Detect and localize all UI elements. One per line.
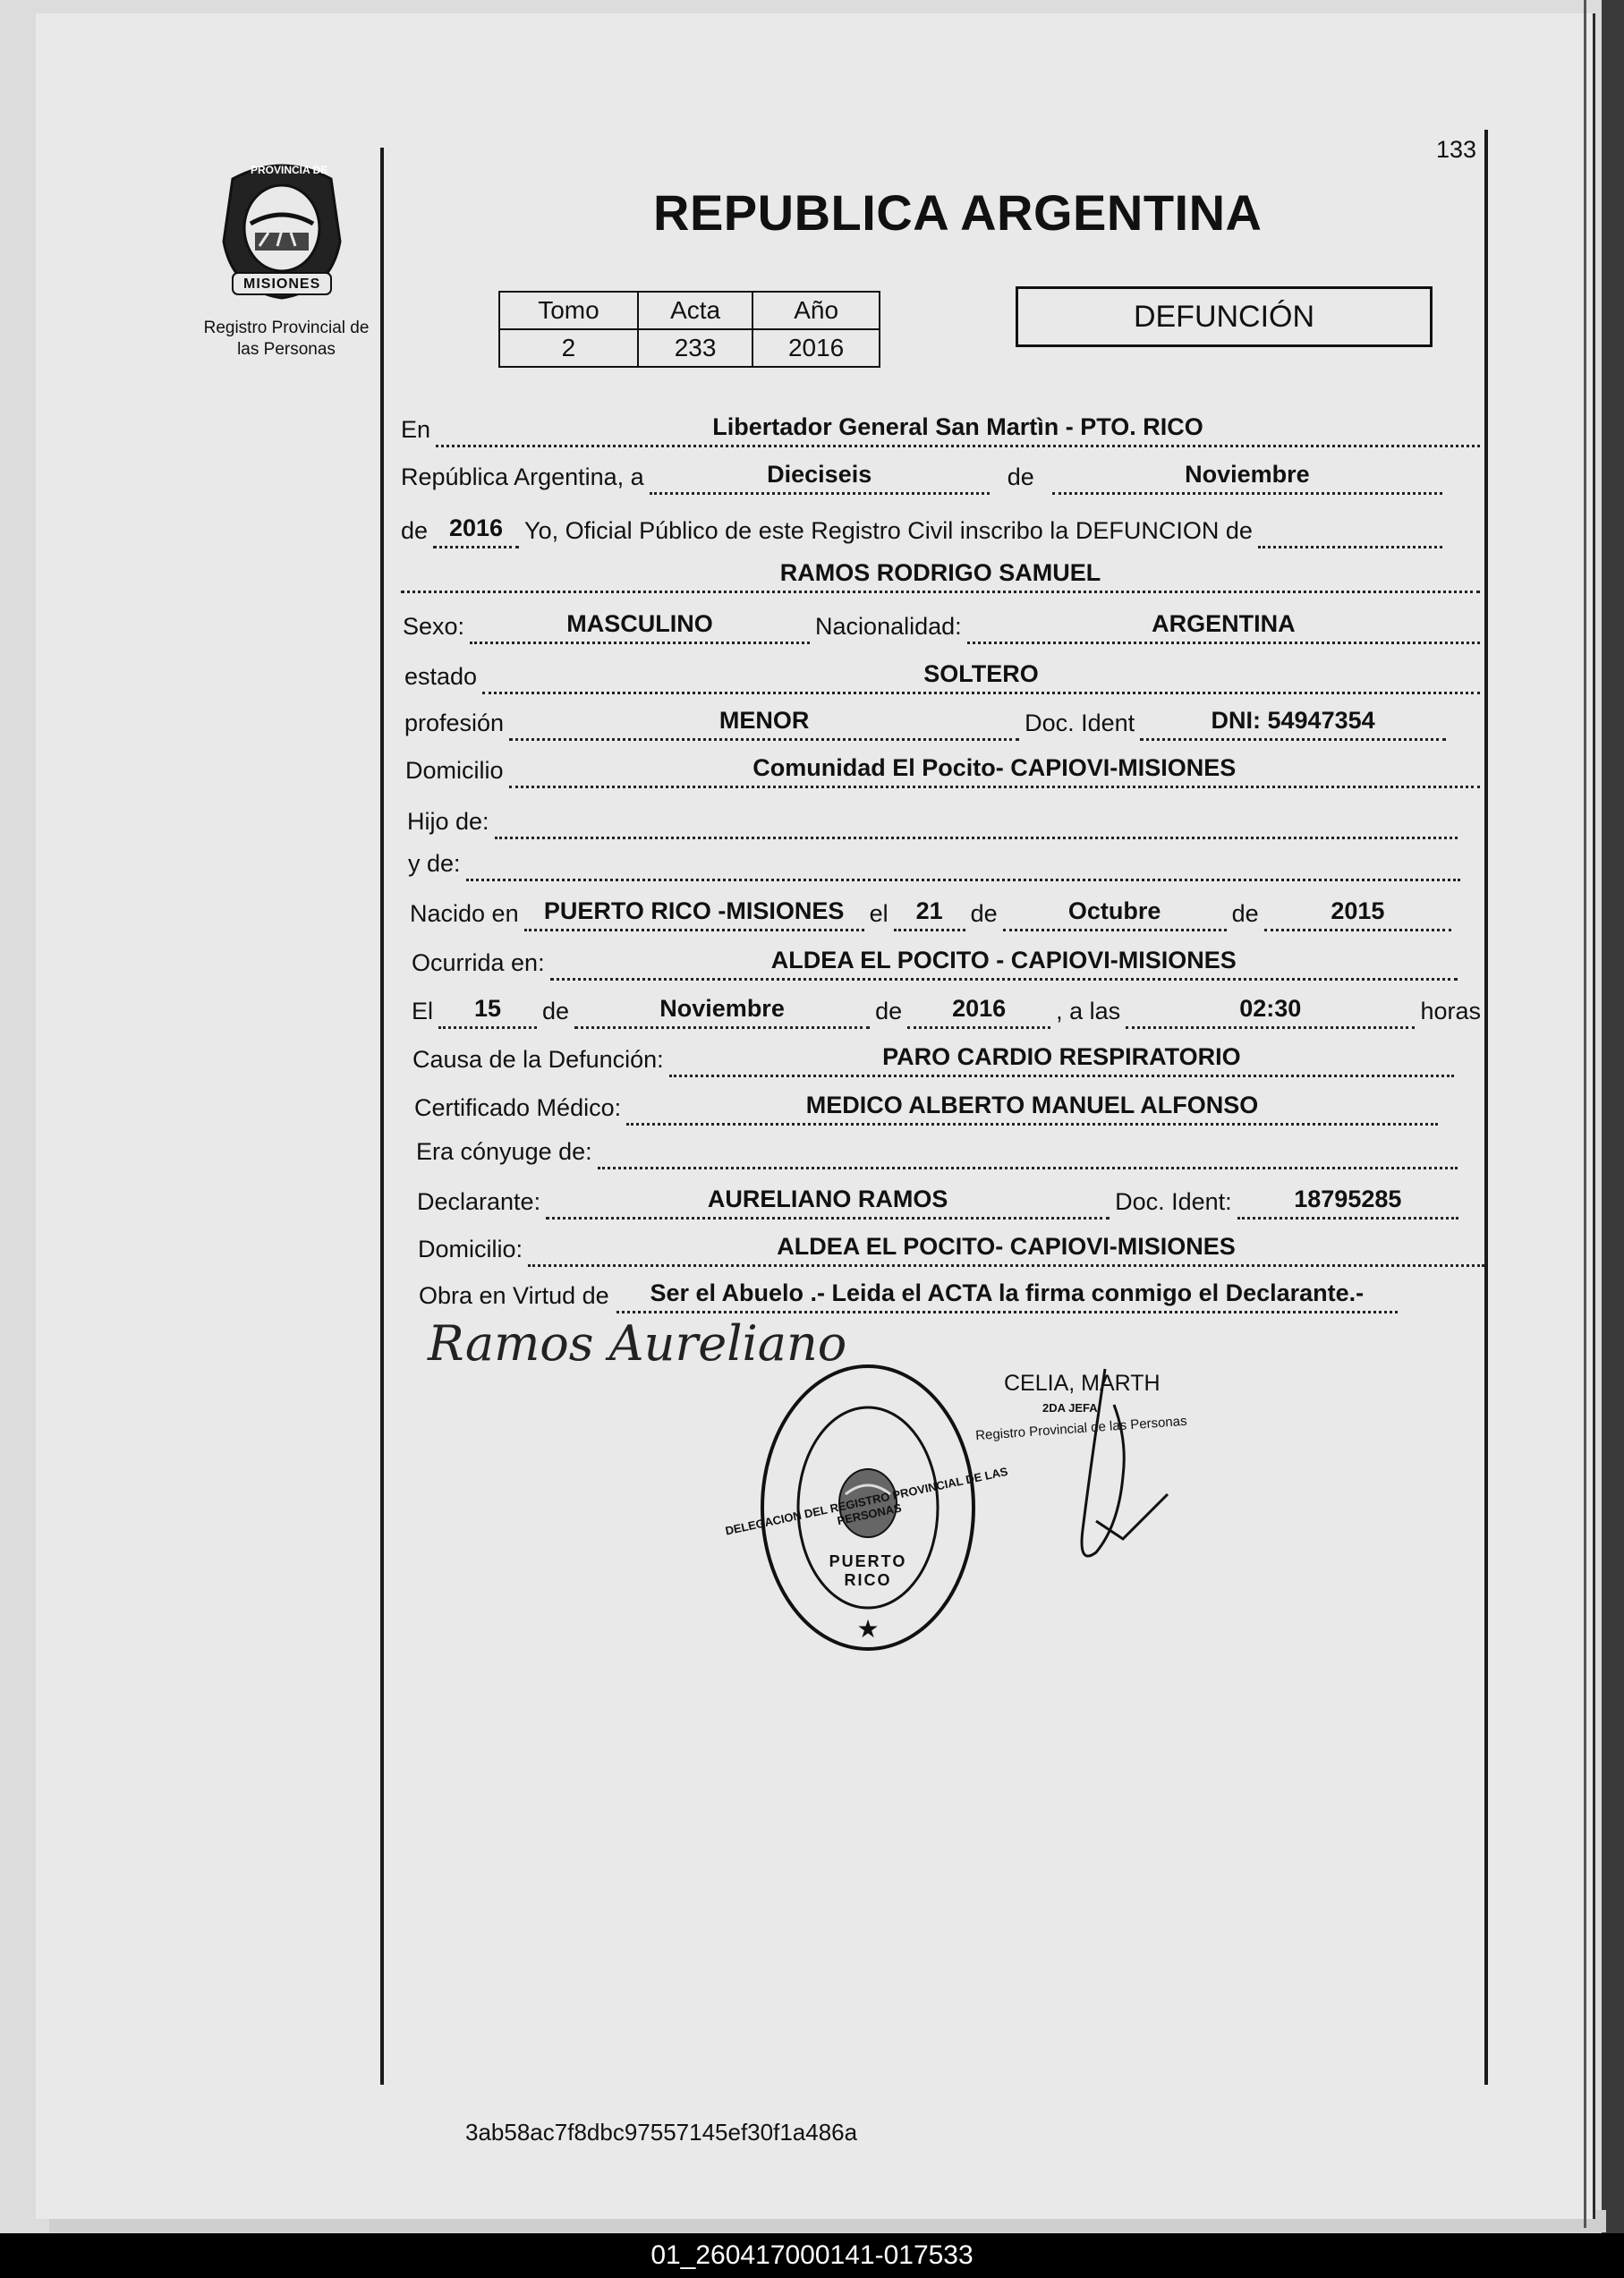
- field-profesion: MENOR: [509, 707, 1019, 741]
- label-en: En: [401, 416, 431, 443]
- field-year: 2016: [433, 514, 519, 548]
- form-row-name: [401, 559, 1485, 593]
- field-place: Libertador General San Martìn - PTO. RICO: [436, 413, 1480, 447]
- field-birth-day: 21: [894, 897, 965, 931]
- record-table-header: Tomo: [499, 292, 638, 329]
- field-yde: [466, 851, 1460, 881]
- label-sexo: Sexo:: [403, 613, 465, 640]
- field-birth-year: 2015: [1264, 897, 1451, 931]
- field-death-year: 2016: [907, 995, 1050, 1029]
- document-title: REPUBLICA ARGENTINA: [653, 184, 1263, 241]
- field-sexo: MASCULINO: [470, 610, 810, 644]
- form-row-certificado: [414, 1092, 1443, 1126]
- document-hash: 3ab58ac7f8dbc97557145ef30f1a486a: [465, 2119, 858, 2146]
- field-conyuge: [598, 1139, 1458, 1169]
- declarant-signature: Ramos Aureliano: [428, 1315, 847, 1372]
- acta-value: 233: [638, 329, 752, 367]
- label-profesion: profesión: [404, 710, 505, 736]
- page-number: 133: [1436, 136, 1477, 163]
- field-obra: Ser el Abuelo .- Leida el ACTA la firma conmigo el Declarante.-: [616, 1279, 1398, 1313]
- field-death-month: Noviembre: [574, 995, 870, 1029]
- field-month: Noviembre: [1052, 461, 1442, 495]
- label-declarante: Declarante:: [417, 1188, 541, 1215]
- label-yde: y de:: [408, 850, 461, 877]
- registry-name: [188, 318, 385, 361]
- form-row-conyuge: [416, 1138, 1463, 1169]
- label-doc-ident: Doc. Ident: [1025, 710, 1135, 736]
- field-doc-ident-2: 18795285: [1237, 1186, 1458, 1220]
- label-oficial-statement: Yo, Oficial Público de este Registro Civil inscribo la DEFUNCION de: [524, 517, 1253, 544]
- form-row-nacido: [410, 897, 1457, 931]
- record-number-table: [498, 291, 880, 368]
- left-border-line: [380, 148, 384, 2085]
- scan-id: 01_260417000141-017533: [650, 2240, 974, 2270]
- province-seal-logo: [215, 157, 349, 300]
- form-row-year: [401, 514, 1448, 548]
- label-de-birth-year: de: [1231, 900, 1259, 927]
- form-row-date: [401, 461, 1448, 495]
- label-de-death: de: [542, 998, 570, 1024]
- tomo-value: 2: [499, 329, 638, 367]
- form-row-death-date: [412, 995, 1481, 1029]
- official-org: Registro Provincial de las Personas: [974, 1413, 1188, 1444]
- record-table-header-row: [499, 292, 880, 329]
- stamp-ring-text: DELEGACION DEL REGISTRO PROVINCIAL DE LAS PERSONAS: [724, 1464, 1009, 1538]
- record-table-header: Acta: [638, 292, 752, 329]
- field-hijo: [495, 809, 1458, 839]
- label-de-death-year: de: [875, 998, 903, 1024]
- label-republica: República Argentina, a: [401, 463, 644, 490]
- field-certificado: MEDICO ALBERTO MANUEL ALFONSO: [626, 1092, 1438, 1126]
- field-doc-ident: DNI: 54947354: [1140, 707, 1446, 741]
- label-de-birth: de: [970, 900, 998, 927]
- field-death-day: 15: [438, 995, 537, 1029]
- label-nacionalidad: Nacionalidad:: [815, 613, 962, 640]
- official-title: 2DA JEFA: [1042, 1401, 1098, 1415]
- label-nacido: Nacido en: [410, 900, 519, 927]
- form-row-obra: [419, 1279, 1403, 1313]
- document-type-box: DEFUNCIÓN: [1016, 286, 1433, 347]
- label-el: el: [869, 900, 889, 927]
- record-table-header: Año: [752, 292, 880, 329]
- label-ocurrida: Ocurrida en:: [412, 949, 545, 976]
- form-row-declarante: [417, 1186, 1464, 1220]
- form-row-causa: [412, 1043, 1459, 1077]
- label-hijo: Hijo de:: [407, 808, 489, 835]
- seal-top-text: PROVINCIA DE: [251, 164, 328, 176]
- form-row-hijo: [407, 808, 1463, 839]
- label-certificado: Certificado Médico:: [414, 1094, 622, 1121]
- field-death-place: ALDEA EL POCITO - CAPIOVI-MISIONES: [550, 947, 1458, 981]
- field-death-time: 02:30: [1126, 995, 1415, 1029]
- label-obra: Obra en Virtud de: [419, 1282, 609, 1309]
- label-horas: horas: [1420, 998, 1481, 1024]
- form-row-domicilio: [405, 754, 1485, 788]
- page-edge-line: [1584, 0, 1586, 2228]
- field-blank-after-statement: [1258, 518, 1442, 548]
- form-row-en: [401, 413, 1485, 447]
- field-declarante: AURELIANO RAMOS: [546, 1186, 1110, 1220]
- registry-name-line2: las Personas: [237, 340, 336, 359]
- label-causa: Causa de la Defunción:: [412, 1046, 664, 1073]
- label-estado: estado: [404, 663, 478, 690]
- label-domicilio-2: Domicilio:: [418, 1236, 523, 1262]
- field-estado: SOLTERO: [482, 660, 1480, 694]
- field-birth-month: Octubre: [1003, 897, 1227, 931]
- record-table-value-row: [499, 329, 880, 367]
- delegation-stamp: [724, 1360, 1009, 1655]
- form-row-profesion: [404, 707, 1451, 741]
- field-birthplace: PUERTO RICO -MISIONES: [524, 897, 864, 931]
- seal-bottom-text: MISIONES: [243, 276, 321, 292]
- label-domicilio: Domicilio: [405, 757, 504, 784]
- scan-id-bar: [0, 2233, 1624, 2278]
- form-row-ocurrida: [412, 947, 1463, 981]
- official-name: CELIA, MARTH: [1004, 1371, 1161, 1396]
- label-alas: , a las: [1056, 998, 1121, 1024]
- ano-value: 2016: [752, 329, 880, 367]
- svg-text:★: ★: [856, 1614, 880, 1644]
- field-deceased-name: RAMOS RODRIGO SAMUEL: [401, 559, 1480, 593]
- label-de: de: [1007, 463, 1034, 490]
- field-domicilio-2: ALDEA EL POCITO- CAPIOVI-MISIONES: [528, 1233, 1484, 1267]
- official-signature-block: [971, 1351, 1239, 1575]
- form-row-sexo: [403, 610, 1485, 644]
- label-doc-ident-2: Doc. Ident:: [1115, 1188, 1232, 1215]
- field-domicilio: Comunidad El Pocito- CAPIOVI-MISIONES: [509, 754, 1480, 788]
- field-nacionalidad: ARGENTINA: [967, 610, 1480, 644]
- field-day: Dieciseis: [650, 461, 990, 495]
- registry-name-line1: Registro Provincial de: [203, 319, 370, 337]
- label-el-cap: El: [412, 998, 434, 1024]
- form-row-yde: [408, 850, 1466, 881]
- form-row-estado: [404, 660, 1485, 694]
- form-row-domicilio-2: [418, 1233, 1490, 1267]
- label-conyuge: Era cónyuge de:: [416, 1138, 592, 1165]
- label-de-2: de: [401, 517, 429, 544]
- field-causa: PARO CARDIO RESPIRATORIO: [669, 1043, 1454, 1077]
- stamp-inner-text: PUERTO RICO: [829, 1552, 907, 1589]
